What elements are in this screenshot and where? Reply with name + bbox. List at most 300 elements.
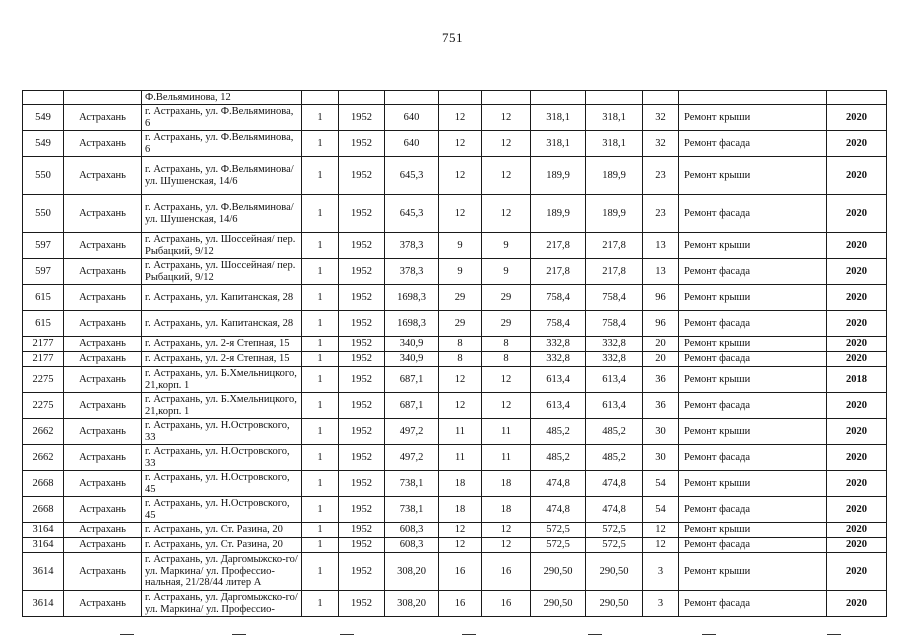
cell-house-id: 3164 [23, 538, 64, 553]
cell-city: Астрахань [64, 367, 142, 393]
edge-tick [120, 634, 134, 635]
cell-residents [643, 91, 679, 105]
cell-units-b: 9 [482, 233, 531, 259]
table-row [23, 445, 887, 471]
cell-residents: 12 [643, 538, 679, 553]
cell-year: 1952 [339, 419, 385, 445]
cell-units-b: 12 [482, 538, 531, 553]
cell-residents: 32 [643, 105, 679, 131]
cell-year [339, 91, 385, 105]
cell-count: 1 [302, 523, 339, 538]
cell-house-id: 597 [23, 233, 64, 259]
edge-tick [340, 634, 354, 635]
cell-year-planned: 2020 [827, 195, 887, 233]
cell-year-planned: 2020 [827, 157, 887, 195]
cell-units-a: 12 [439, 367, 482, 393]
cell-residents: 20 [643, 337, 679, 352]
cell-units-a: 18 [439, 471, 482, 497]
cell-work-type: Ремонт крыши [679, 523, 827, 538]
cell-area-b: 485,2 [586, 419, 643, 445]
cell-city [64, 91, 142, 105]
cell-area-a: 758,4 [531, 285, 586, 311]
cell-area-b: 290,50 [586, 553, 643, 591]
cell-count: 1 [302, 471, 339, 497]
cell-units-b: 12 [482, 195, 531, 233]
cell-area-total: 640 [385, 131, 439, 157]
cell-residents: 96 [643, 285, 679, 311]
cell-year: 1952 [339, 393, 385, 419]
cell-area-total: 738,1 [385, 471, 439, 497]
table-row [23, 233, 887, 259]
cell-house-id [23, 91, 64, 105]
cell-year: 1952 [339, 367, 385, 393]
cell-area-total: 687,1 [385, 393, 439, 419]
cell-count: 1 [302, 259, 339, 285]
cell-area-a: 290,50 [531, 553, 586, 591]
cell-count: 1 [302, 105, 339, 131]
cell-residents: 3 [643, 591, 679, 617]
cell-residents: 13 [643, 259, 679, 285]
cell-units-b [482, 91, 531, 105]
cell-residents: 20 [643, 352, 679, 367]
cell-area-total: 340,9 [385, 352, 439, 367]
cell-year-planned: 2020 [827, 337, 887, 352]
cell-units-a: 12 [439, 105, 482, 131]
cell-area-a: 318,1 [531, 131, 586, 157]
cell-units-b: 8 [482, 337, 531, 352]
cell-house-id: 3614 [23, 553, 64, 591]
cell-units-b: 16 [482, 553, 531, 591]
cell-units-b: 18 [482, 471, 531, 497]
cell-units-a: 12 [439, 393, 482, 419]
table-row [23, 157, 887, 195]
cell-year-planned: 2020 [827, 445, 887, 471]
table-row [23, 105, 887, 131]
cell-area-b: 572,5 [586, 523, 643, 538]
cell-area-total: 308,20 [385, 591, 439, 617]
cell-area-total: 645,3 [385, 195, 439, 233]
cell-address: г. Астрахань, ул. Даргомыжско-го/ул. Маркина/ ул. Профессио-нальная, 21/28/44 литер А [142, 553, 302, 591]
cell-year-planned: 2020 [827, 553, 887, 591]
cell-city: Астрахань [64, 497, 142, 523]
cell-year: 1952 [339, 131, 385, 157]
cell-area-b: 290,50 [586, 591, 643, 617]
cell-city: Астрахань [64, 393, 142, 419]
cell-house-id: 2668 [23, 497, 64, 523]
table-row [23, 419, 887, 445]
cell-area-a: 290,50 [531, 591, 586, 617]
edge-tick [702, 634, 716, 635]
cell-units-b: 11 [482, 445, 531, 471]
cell-year: 1952 [339, 195, 385, 233]
cell-units-a: 12 [439, 523, 482, 538]
cell-city: Астрахань [64, 157, 142, 195]
cell-residents: 13 [643, 233, 679, 259]
cell-units-b: 11 [482, 419, 531, 445]
cell-area-total: 645,3 [385, 157, 439, 195]
cell-units-a: 9 [439, 233, 482, 259]
cell-address: г. Астрахань, ул. Б.Хмельницкого, 21,корп. 1 [142, 393, 302, 419]
cell-area-a: 332,8 [531, 352, 586, 367]
table-row [23, 259, 887, 285]
cell-units-b: 16 [482, 591, 531, 617]
cell-year-planned: 2020 [827, 259, 887, 285]
cell-year: 1952 [339, 497, 385, 523]
cell-year: 1952 [339, 157, 385, 195]
cell-area-total: 1698,3 [385, 285, 439, 311]
cell-area-b: 613,4 [586, 393, 643, 419]
table-row [23, 497, 887, 523]
table-row [23, 393, 887, 419]
cell-year-planned: 2020 [827, 497, 887, 523]
cell-area-total: 687,1 [385, 367, 439, 393]
cell-units-b: 12 [482, 105, 531, 131]
cell-area-b: 474,8 [586, 497, 643, 523]
cell-area-b: 758,4 [586, 311, 643, 337]
table-row [23, 523, 887, 538]
cell-units-a: 16 [439, 591, 482, 617]
cell-house-id: 3614 [23, 591, 64, 617]
cell-address: г. Астрахань, ул. Капитанская, 28 [142, 311, 302, 337]
cell-work-type: Ремонт крыши [679, 233, 827, 259]
cell-area-b: 572,5 [586, 538, 643, 553]
cell-work-type: Ремонт крыши [679, 419, 827, 445]
cell-residents: 36 [643, 367, 679, 393]
cell-address: г. Астрахань, ул. Даргомыжско-го/ул. Маркина/ ул. Профессио- [142, 591, 302, 617]
cell-area-a: 758,4 [531, 311, 586, 337]
table-row [23, 195, 887, 233]
cell-house-id: 615 [23, 311, 64, 337]
cell-year: 1952 [339, 337, 385, 352]
cell-count: 1 [302, 157, 339, 195]
cell-count: 1 [302, 285, 339, 311]
cell-area-a: 572,5 [531, 523, 586, 538]
cell-city: Астрахань [64, 523, 142, 538]
cell-units-a: 12 [439, 131, 482, 157]
edge-tick [827, 634, 841, 635]
cell-year-planned: 2020 [827, 471, 887, 497]
cell-area-a: 332,8 [531, 337, 586, 352]
cell-area-a: 318,1 [531, 105, 586, 131]
cell-count: 1 [302, 497, 339, 523]
cell-area-a: 485,2 [531, 445, 586, 471]
table-row [23, 367, 887, 393]
table-row [23, 352, 887, 367]
cell-house-id: 2275 [23, 367, 64, 393]
cell-house-id: 549 [23, 131, 64, 157]
cell-residents: 30 [643, 419, 679, 445]
cell-units-b: 12 [482, 157, 531, 195]
cell-city: Астрахань [64, 352, 142, 367]
cell-city: Астрахань [64, 105, 142, 131]
cell-work-type: Ремонт крыши [679, 105, 827, 131]
cell-units-b: 18 [482, 497, 531, 523]
cell-address: г. Астрахань, ул. 2-я Степная, 15 [142, 337, 302, 352]
cell-year-planned: 2020 [827, 131, 887, 157]
cell-year-planned: 2020 [827, 591, 887, 617]
cell-address: г. Астрахань, ул. Н.Островского, 33 [142, 419, 302, 445]
cell-area-a: 474,8 [531, 497, 586, 523]
cell-work-type: Ремонт фасада [679, 538, 827, 553]
cell-house-id: 2668 [23, 471, 64, 497]
cell-work-type: Ремонт фасада [679, 259, 827, 285]
cell-count: 1 [302, 337, 339, 352]
housing-registry-table [22, 90, 887, 617]
cell-count: 1 [302, 591, 339, 617]
cell-count: 1 [302, 367, 339, 393]
cell-area-a: 189,9 [531, 157, 586, 195]
cell-count: 1 [302, 393, 339, 419]
cell-year-planned: 2020 [827, 523, 887, 538]
cell-area-b: 613,4 [586, 367, 643, 393]
cell-units-a: 29 [439, 311, 482, 337]
cell-count: 1 [302, 195, 339, 233]
cell-city: Астрахань [64, 233, 142, 259]
cell-units-a: 29 [439, 285, 482, 311]
cell-address: г. Астрахань, ул. Ф.Вельяминова, 6 [142, 131, 302, 157]
cell-area-b: 332,8 [586, 352, 643, 367]
cell-city: Астрахань [64, 591, 142, 617]
cell-city: Астрахань [64, 553, 142, 591]
cell-address: г. Астрахань, ул. Б.Хмельницкого, 21,корп. 1 [142, 367, 302, 393]
cell-address: г. Астрахань, ул. Н.Островского, 45 [142, 471, 302, 497]
cell-count: 1 [302, 352, 339, 367]
cell-work-type: Ремонт крыши [679, 471, 827, 497]
cell-count: 1 [302, 553, 339, 591]
table-row [23, 591, 887, 617]
cell-address: г. Астрахань, ул. Ф.Вельяминова/ул. Шушенская, 14/6 [142, 157, 302, 195]
cell-year-planned: 2020 [827, 352, 887, 367]
cell-house-id: 615 [23, 285, 64, 311]
table-row [23, 91, 887, 105]
cell-units-b: 9 [482, 259, 531, 285]
cell-work-type: Ремонт крыши [679, 553, 827, 591]
cell-area-a: 572,5 [531, 538, 586, 553]
cell-work-type: Ремонт фасада [679, 591, 827, 617]
cell-area-total: 378,3 [385, 233, 439, 259]
cell-residents: 12 [643, 523, 679, 538]
cell-year: 1952 [339, 259, 385, 285]
cell-area-total: 308,20 [385, 553, 439, 591]
cell-house-id: 549 [23, 105, 64, 131]
cell-year-planned: 2020 [827, 105, 887, 131]
cell-address: г. Астрахань, ул. Шоссейная/ пер. Рыбацкий, 9/12 [142, 259, 302, 285]
cell-address: г. Астрахань, ул. Н.Островского, 33 [142, 445, 302, 471]
cell-units-a: 12 [439, 157, 482, 195]
cell-count [302, 91, 339, 105]
cell-house-id: 2662 [23, 445, 64, 471]
cell-area-b: 332,8 [586, 337, 643, 352]
cell-units-b: 12 [482, 523, 531, 538]
cell-count: 1 [302, 538, 339, 553]
cell-year-planned: 2020 [827, 311, 887, 337]
cell-area-b: 217,8 [586, 259, 643, 285]
cell-work-type: Ремонт крыши [679, 337, 827, 352]
cell-address: г. Астрахань, ул. Капитанская, 28 [142, 285, 302, 311]
cell-city: Астрахань [64, 471, 142, 497]
cell-area-b: 189,9 [586, 157, 643, 195]
cell-area-total: 608,3 [385, 523, 439, 538]
cell-city: Астрахань [64, 131, 142, 157]
cell-city: Астрахань [64, 419, 142, 445]
cell-units-a [439, 91, 482, 105]
table-row [23, 471, 887, 497]
cell-work-type: Ремонт фасада [679, 131, 827, 157]
cell-residents: 23 [643, 195, 679, 233]
cell-year: 1952 [339, 352, 385, 367]
cell-units-a: 11 [439, 445, 482, 471]
cell-residents: 36 [643, 393, 679, 419]
cell-area-a [531, 91, 586, 105]
cell-residents: 54 [643, 497, 679, 523]
cell-house-id: 550 [23, 157, 64, 195]
cell-work-type: Ремонт фасада [679, 445, 827, 471]
cell-work-type: Ремонт фасада [679, 311, 827, 337]
cell-residents: 96 [643, 311, 679, 337]
cell-area-b [586, 91, 643, 105]
cell-area-b: 318,1 [586, 131, 643, 157]
cell-address: г. Астрахань, ул. Ст. Разина, 20 [142, 523, 302, 538]
cell-year: 1952 [339, 105, 385, 131]
cell-address: г. Астрахань, ул. Ст. Разина, 20 [142, 538, 302, 553]
cell-count: 1 [302, 311, 339, 337]
table-row [23, 131, 887, 157]
cell-area-b: 474,8 [586, 471, 643, 497]
cell-units-b: 12 [482, 393, 531, 419]
cell-count: 1 [302, 233, 339, 259]
cell-area-a: 613,4 [531, 393, 586, 419]
cell-area-b: 318,1 [586, 105, 643, 131]
cell-year: 1952 [339, 471, 385, 497]
cell-residents: 32 [643, 131, 679, 157]
cell-count: 1 [302, 419, 339, 445]
cell-area-total: 738,1 [385, 497, 439, 523]
cell-units-b: 8 [482, 352, 531, 367]
cell-year: 1952 [339, 311, 385, 337]
cell-area-total: 340,9 [385, 337, 439, 352]
cell-area-total: 608,3 [385, 538, 439, 553]
cell-city: Астрахань [64, 445, 142, 471]
cell-area-total: 497,2 [385, 445, 439, 471]
cell-units-a: 12 [439, 538, 482, 553]
cell-area-a: 613,4 [531, 367, 586, 393]
cell-units-a: 9 [439, 259, 482, 285]
cell-work-type: Ремонт крыши [679, 367, 827, 393]
cell-area-b: 758,4 [586, 285, 643, 311]
cell-address: г. Астрахань, ул. 2-я Степная, 15 [142, 352, 302, 367]
cell-units-b: 29 [482, 311, 531, 337]
cell-year: 1952 [339, 553, 385, 591]
cell-year-planned [827, 91, 887, 105]
cell-house-id: 597 [23, 259, 64, 285]
cell-count: 1 [302, 445, 339, 471]
cell-units-b: 12 [482, 367, 531, 393]
cell-count: 1 [302, 131, 339, 157]
cell-area-total: 378,3 [385, 259, 439, 285]
cell-year-planned: 2020 [827, 538, 887, 553]
cell-area-a: 217,8 [531, 233, 586, 259]
cell-year-planned: 2018 [827, 367, 887, 393]
cell-units-a: 8 [439, 337, 482, 352]
cell-year-planned: 2020 [827, 393, 887, 419]
cell-city: Астрахань [64, 259, 142, 285]
cell-area-a: 189,9 [531, 195, 586, 233]
cell-house-id: 2177 [23, 337, 64, 352]
edge-tick [232, 634, 246, 635]
cell-work-type: Ремонт фасада [679, 195, 827, 233]
cell-area-b: 217,8 [586, 233, 643, 259]
cell-work-type [679, 91, 827, 105]
cell-units-a: 18 [439, 497, 482, 523]
cell-house-id: 3164 [23, 523, 64, 538]
cell-units-a: 11 [439, 419, 482, 445]
cell-area-b: 485,2 [586, 445, 643, 471]
cell-house-id: 2177 [23, 352, 64, 367]
cell-residents: 30 [643, 445, 679, 471]
cell-residents: 3 [643, 553, 679, 591]
cell-address: г. Астрахань, ул. Ф.Вельяминова/ул. Шушенская, 14/6 [142, 195, 302, 233]
bottom-edge-marks [22, 628, 886, 640]
cell-units-a: 16 [439, 553, 482, 591]
cell-city: Астрахань [64, 337, 142, 352]
cell-address: г. Астрахань, ул. Шоссейная/ пер. Рыбацкий, 9/12 [142, 233, 302, 259]
cell-year: 1952 [339, 538, 385, 553]
cell-year-planned: 2020 [827, 285, 887, 311]
table-row [23, 337, 887, 352]
cell-work-type: Ремонт крыши [679, 157, 827, 195]
cell-area-total: 1698,3 [385, 311, 439, 337]
cell-work-type: Ремонт фасада [679, 352, 827, 367]
cell-area-total: 640 [385, 105, 439, 131]
table-row [23, 311, 887, 337]
cell-area-a: 485,2 [531, 419, 586, 445]
cell-units-a: 8 [439, 352, 482, 367]
cell-house-id: 550 [23, 195, 64, 233]
cell-year: 1952 [339, 285, 385, 311]
cell-address: г. Астрахань, ул. Н.Островского, 45 [142, 497, 302, 523]
cell-residents: 54 [643, 471, 679, 497]
cell-area-total: 497,2 [385, 419, 439, 445]
table-row [23, 285, 887, 311]
cell-house-id: 2662 [23, 419, 64, 445]
cell-address: Ф.Вельяминова, 12 [142, 91, 302, 105]
cell-year: 1952 [339, 445, 385, 471]
cell-work-type: Ремонт крыши [679, 285, 827, 311]
table-body [23, 91, 887, 617]
page-number: 751 [442, 30, 463, 45]
cell-city: Астрахань [64, 195, 142, 233]
cell-year-planned: 2020 [827, 419, 887, 445]
cell-residents: 23 [643, 157, 679, 195]
cell-area-a: 217,8 [531, 259, 586, 285]
cell-year: 1952 [339, 591, 385, 617]
cell-year: 1952 [339, 523, 385, 538]
cell-address: г. Астрахань, ул. Ф.Вельяминова, 6 [142, 105, 302, 131]
table-row [23, 553, 887, 591]
cell-city: Астрахань [64, 285, 142, 311]
edge-tick [462, 634, 476, 635]
cell-area-total [385, 91, 439, 105]
cell-area-a: 474,8 [531, 471, 586, 497]
cell-year-planned: 2020 [827, 233, 887, 259]
cell-work-type: Ремонт фасада [679, 497, 827, 523]
cell-city: Астрахань [64, 538, 142, 553]
edge-tick [588, 634, 602, 635]
cell-area-b: 189,9 [586, 195, 643, 233]
cell-year: 1952 [339, 233, 385, 259]
cell-work-type: Ремонт фасада [679, 393, 827, 419]
cell-units-b: 12 [482, 131, 531, 157]
